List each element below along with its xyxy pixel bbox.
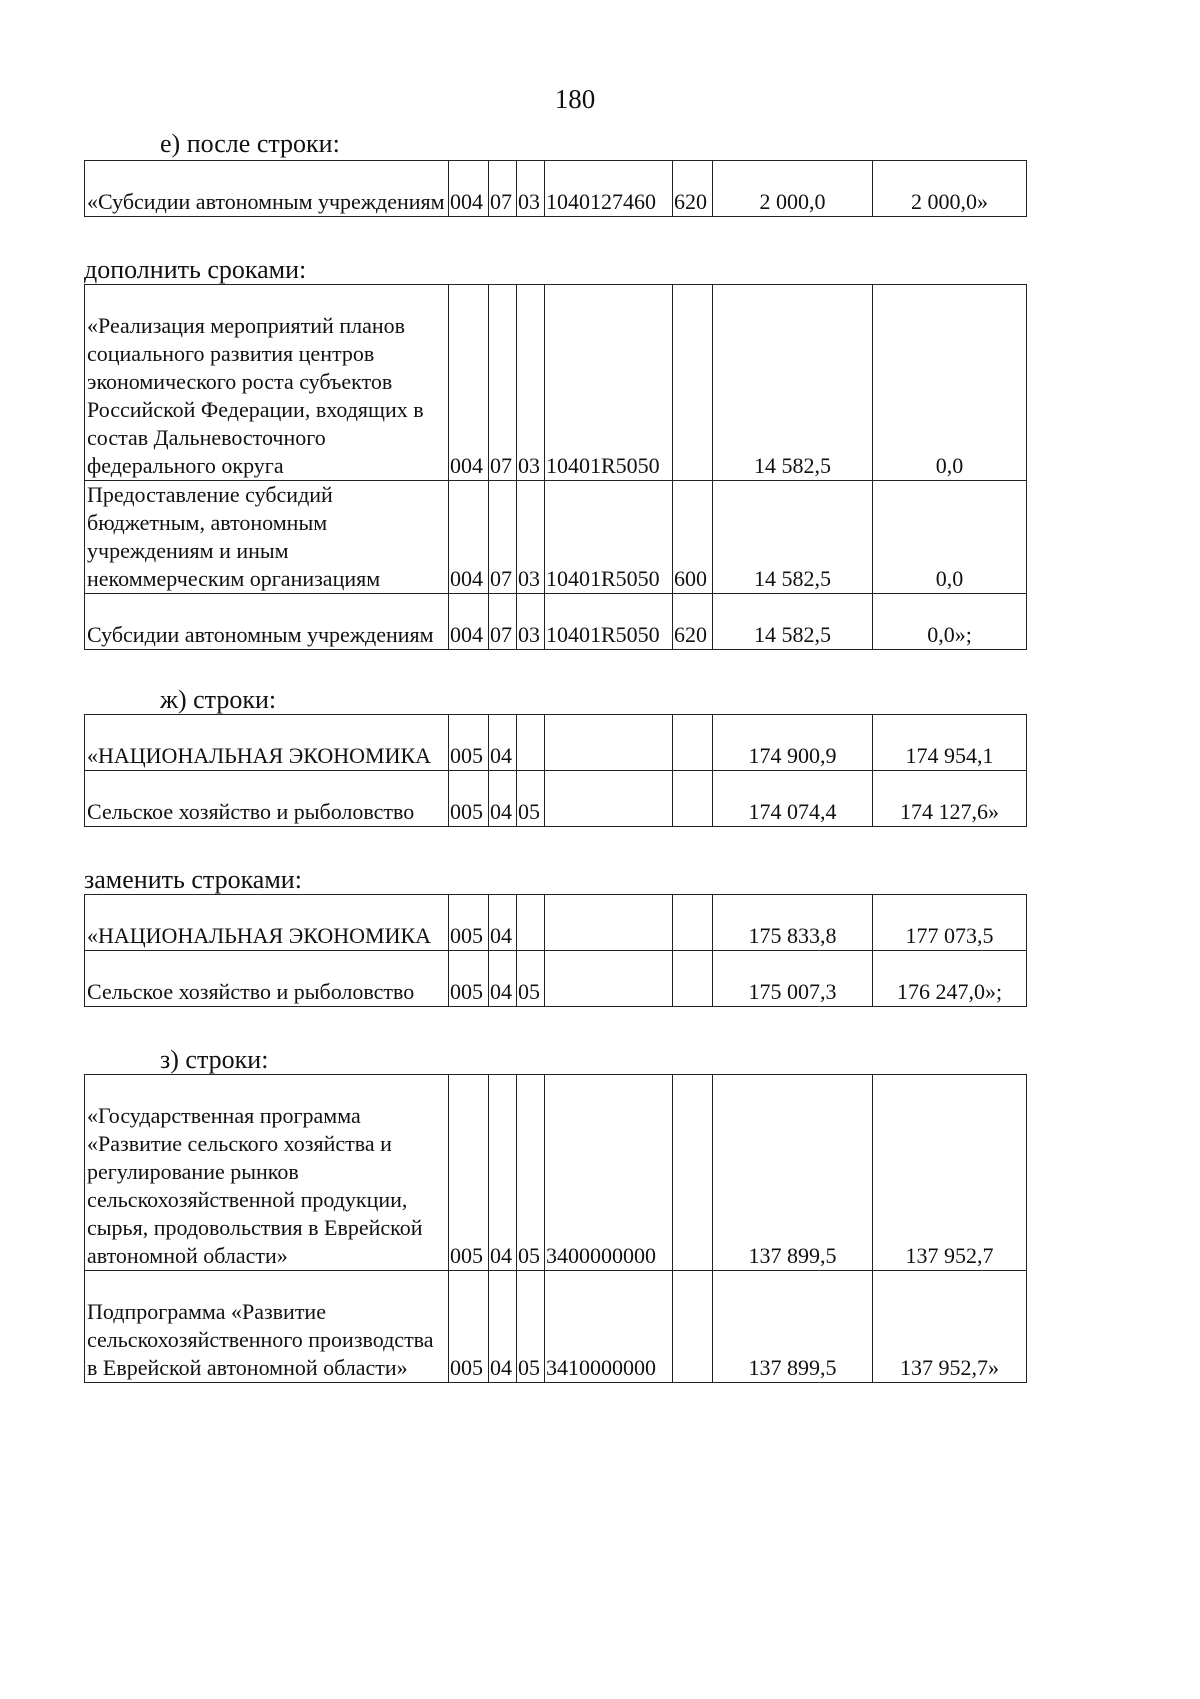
amount-year-1: 137 899,5	[713, 1075, 873, 1271]
table-row	[85, 1271, 1027, 1383]
code-section: 04	[489, 771, 517, 827]
row-name: «Государственная программа «Развитие сельского хозяйства и регулирование рынков сельскохозяйственной продукции, сырья, продовольствия в Еврейской автономной области»	[85, 1075, 449, 1271]
table-row	[85, 1075, 1027, 1271]
code-expense-type	[673, 951, 713, 1007]
amount-year-2: 176 247,0»;	[873, 951, 1027, 1007]
amount-year-1: 14 582,5	[713, 594, 873, 650]
amount-year-2: 137 952,7	[873, 1075, 1027, 1271]
code-target-article: 3400000000	[545, 1075, 673, 1271]
code-expense-type	[673, 895, 713, 951]
amount-year-2: 0,0	[873, 481, 1027, 594]
code-ministry: 004	[449, 161, 489, 217]
code-subsection: 05	[517, 1075, 545, 1271]
code-subsection	[517, 715, 545, 771]
budget-table	[84, 160, 1027, 217]
amount-year-1: 14 582,5	[713, 481, 873, 594]
table-row	[85, 895, 1027, 951]
amount-year-1: 14 582,5	[713, 285, 873, 481]
code-section: 07	[489, 481, 517, 594]
amount-year-2: 0,0»;	[873, 594, 1027, 650]
code-section: 07	[489, 161, 517, 217]
table-row	[85, 951, 1027, 1007]
code-subsection: 03	[517, 285, 545, 481]
row-name: Предоставление субсидий бюджетным, автономным учреждениям и иным некоммерческим организациям	[85, 481, 449, 594]
code-target-article: 10401R5050	[545, 285, 673, 481]
code-expense-type	[673, 1271, 713, 1383]
code-ministry: 005	[449, 1075, 489, 1271]
row-name: Подпрограмма «Развитие сельскохозяйственного производства в Еврейской автономной области»	[85, 1271, 449, 1383]
section-heading: дополнить сроками:	[84, 255, 307, 284]
code-subsection: 03	[517, 481, 545, 594]
code-ministry: 005	[449, 771, 489, 827]
code-subsection: 03	[517, 161, 545, 217]
amount-year-2: 174 954,1	[873, 715, 1027, 771]
table-row	[85, 594, 1027, 650]
amount-year-2: 174 127,6»	[873, 771, 1027, 827]
code-section: 04	[489, 1271, 517, 1383]
page-number: 180	[554, 84, 596, 114]
budget-table	[84, 714, 1027, 827]
code-section: 07	[489, 285, 517, 481]
amount-year-1: 175 007,3	[713, 951, 873, 1007]
code-target-article	[545, 951, 673, 1007]
amount-year-1: 175 833,8	[713, 895, 873, 951]
amount-year-1: 174 900,9	[713, 715, 873, 771]
code-ministry: 005	[449, 1271, 489, 1383]
code-expense-type: 620	[673, 594, 713, 650]
budget-table	[84, 1074, 1027, 1383]
code-ministry: 005	[449, 895, 489, 951]
code-subsection: 05	[517, 771, 545, 827]
section-heading: з) строки:	[160, 1045, 269, 1074]
row-name: Сельское хозяйство и рыболовство	[85, 771, 449, 827]
code-expense-type	[673, 285, 713, 481]
code-target-article	[545, 895, 673, 951]
code-subsection: 05	[517, 1271, 545, 1383]
budget-table	[84, 284, 1027, 650]
table-row	[85, 771, 1027, 827]
budget-table	[84, 894, 1027, 1007]
amount-year-1: 2 000,0	[713, 161, 873, 217]
code-expense-type	[673, 715, 713, 771]
code-expense-type: 620	[673, 161, 713, 217]
amount-year-2: 177 073,5	[873, 895, 1027, 951]
code-section: 04	[489, 1075, 517, 1271]
row-name: «Реализация мероприятий планов социального развития центров экономического роста субъектов Российской Федерации, входящих в состав Дальневосточного федерального округа	[85, 285, 449, 481]
amount-year-2: 137 952,7»	[873, 1271, 1027, 1383]
code-target-article: 1040127460	[545, 161, 673, 217]
code-target-article: 10401R5050	[545, 594, 673, 650]
code-target-article	[545, 715, 673, 771]
code-expense-type	[673, 1075, 713, 1271]
code-subsection: 03	[517, 594, 545, 650]
code-ministry: 005	[449, 951, 489, 1007]
code-subsection	[517, 895, 545, 951]
code-target-article	[545, 771, 673, 827]
code-expense-type	[673, 771, 713, 827]
amount-year-2: 0,0	[873, 285, 1027, 481]
row-name: «Субсидии автономным учреждениям	[85, 161, 449, 217]
code-target-article: 3410000000	[545, 1271, 673, 1383]
amount-year-1: 137 899,5	[713, 1271, 873, 1383]
table-row	[85, 161, 1027, 217]
row-name: Субсидии автономным учреждениям	[85, 594, 449, 650]
amount-year-2: 2 000,0»	[873, 161, 1027, 217]
code-ministry: 005	[449, 715, 489, 771]
section-heading: ж) строки:	[160, 685, 277, 714]
table-row	[85, 481, 1027, 594]
code-subsection: 05	[517, 951, 545, 1007]
code-ministry: 004	[449, 594, 489, 650]
amount-year-1: 174 074,4	[713, 771, 873, 827]
code-ministry: 004	[449, 481, 489, 594]
code-ministry: 004	[449, 285, 489, 481]
row-name: Сельское хозяйство и рыболовство	[85, 951, 449, 1007]
code-expense-type: 600	[673, 481, 713, 594]
code-section: 04	[489, 951, 517, 1007]
row-name: «НАЦИОНАЛЬНАЯ ЭКОНОМИКА	[85, 715, 449, 771]
section-heading: е) после строки:	[160, 129, 340, 158]
table-row	[85, 285, 1027, 481]
code-section: 04	[489, 715, 517, 771]
table-row	[85, 715, 1027, 771]
section-heading: заменить строками:	[84, 865, 302, 894]
code-section: 04	[489, 895, 517, 951]
row-name: «НАЦИОНАЛЬНАЯ ЭКОНОМИКА	[85, 895, 449, 951]
code-section: 07	[489, 594, 517, 650]
code-target-article: 10401R5050	[545, 481, 673, 594]
